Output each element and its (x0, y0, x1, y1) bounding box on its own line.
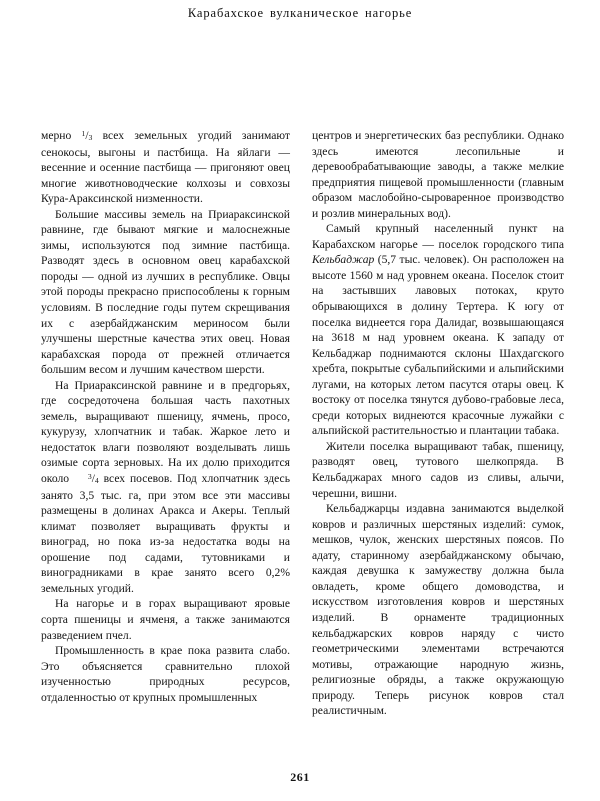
fraction-numerator: 1 (81, 128, 86, 138)
fraction-slash: / (91, 473, 95, 486)
fraction-one-third (82, 129, 93, 145)
place-name-kelbadzhar: Кельбаджар (312, 253, 375, 267)
paragraph: центров и энергетических баз республики. Однако здесь имеются лесопильные и деревообрабатывающие заводы, а также мелкие предприятия пищевой промышленности (главным образом маслобойно-сыроваренное производство и розлив минеральных вод). (312, 129, 564, 220)
left-text-column (41, 128, 290, 705)
paragraph (41, 378, 290, 597)
paragraph-text-tail: (5,7 тыс. человек). Он расположен на высоте 1560 м над уровнем океана. Поселок стоит на застывших лавовых потоках, круто обрывающихся в долину Тертера. К югу от поселка виднеется гора Далидаг, возвышающаяся на 3618 м над уровнем океана. К западу от Кельбаджар поднимаются склоны Шахдагского хребта, покрытые субальпийскими и альпийскими лугами, на которых летом пасутся отары овец. К востоку от поселка тянутся дубово-грабовые леса, среди которых виднеются красочные лужайки с альпийской растительностью и плантации табака. (312, 253, 564, 438)
paragraph (41, 128, 290, 207)
page-number: 261 (290, 770, 310, 784)
fraction-slash: / (85, 130, 89, 142)
paragraph: Промышленность в крае пока развита слабо. Это объясняется сравнительно плохой изученностью природных ресурсов, отдаленностью от крупных промышленных (41, 644, 290, 704)
paragraph-text-tail: всех земельных угодий занимают сенокосы, выгоны и пастбища. На яйлаги — весенние и осенние пастбища — пригоняют овец многие животноводческие колхозы и совхозы Кура-Араксинской низменности. (41, 129, 290, 206)
paragraph-text-lead: Самый крупный населенный пункт на Карабахском нагорье — поселок городского типа (312, 222, 564, 251)
paragraph: Жители поселка выращивают табак, пшеницу, разводят овец, тутового шелкопряда. В Кельбаджарах много садов из сливы, алычи, черешни, вишни. (312, 439, 564, 500)
fraction-denominator: 4 (94, 475, 99, 485)
fraction-three-quarters (74, 472, 99, 488)
running-head: Карабахское вулканическое нагорье (187, 6, 413, 20)
paragraph (312, 221, 564, 439)
paragraph-text-lead: На Приараксинской равнине и в предгорьях, где сосредоточена большая часть пахотных земель, выращивают пшеницу, ячмень, просо, кукурузу, хлопчатник и табак. Жаркое лето и недостаток влаги позволяют возделывать лишь озимые сорта зерновых. На их долю приходится около (41, 378, 290, 486)
paragraph: Большие массивы земель на Приаракcинской равнине, где бывают мягкие и малоснежные зимы, используются под зимние пастбища. Разводят здесь в основном овец карабахской породы — одной из лучших в республике. Овцы этой породы прекрасно приспособлены к горным условиям. В последние годы путем скрещивания их с азербайджанским мериносом были улучшены шерстные качества этих овец. Новая карабахская порода от прежней отличается большим весом и лучшим качеством шерсти. (41, 207, 290, 377)
paragraph: Кельбаджарцы издавна занимаются выделкой ковров и различных шерстяных изделий: сумок, мешков, чулок, женских шерстяных поясов. По адату, старинному азербайджанскому обычаю, каждая девушка к замужеству должна была овладеть, кроме общего домоводства, и искусством изготовления ковров и шерстяных изделий. В орнаменте традиционных кельбаджарских ковров наряду с чисто геометрическими элементами встречаются мотивы, отражающие народную жизнь, религиозные обряды, а также окружающую природу. Теперь рисунок ковров стал реалистичным. (312, 502, 564, 718)
paragraph-text-tail: всех посевов. Под хлопчатник здесь занято 3,5 тыс. га, при этом все эти массивы размещены в долинах Аракса и Акеры. Теплый климат позволяет выращивать фрукты и виноград, но пока из-за недостатка воды на орошение под садами, тутовниками и виноградниками в крае занято всего 0,2% земельных угодий. (41, 472, 290, 595)
right-text-column (312, 128, 564, 719)
fraction-numerator: 3 (87, 471, 92, 481)
paragraph-text-lead: мерно (41, 129, 82, 142)
two-column-body (41, 128, 564, 719)
paragraph: На нагорье и в горах выращивают яровые сорта пшеницы и ячменя, а также занимаются разведением пчел. (41, 597, 290, 642)
fraction-denominator: 3 (88, 132, 93, 142)
